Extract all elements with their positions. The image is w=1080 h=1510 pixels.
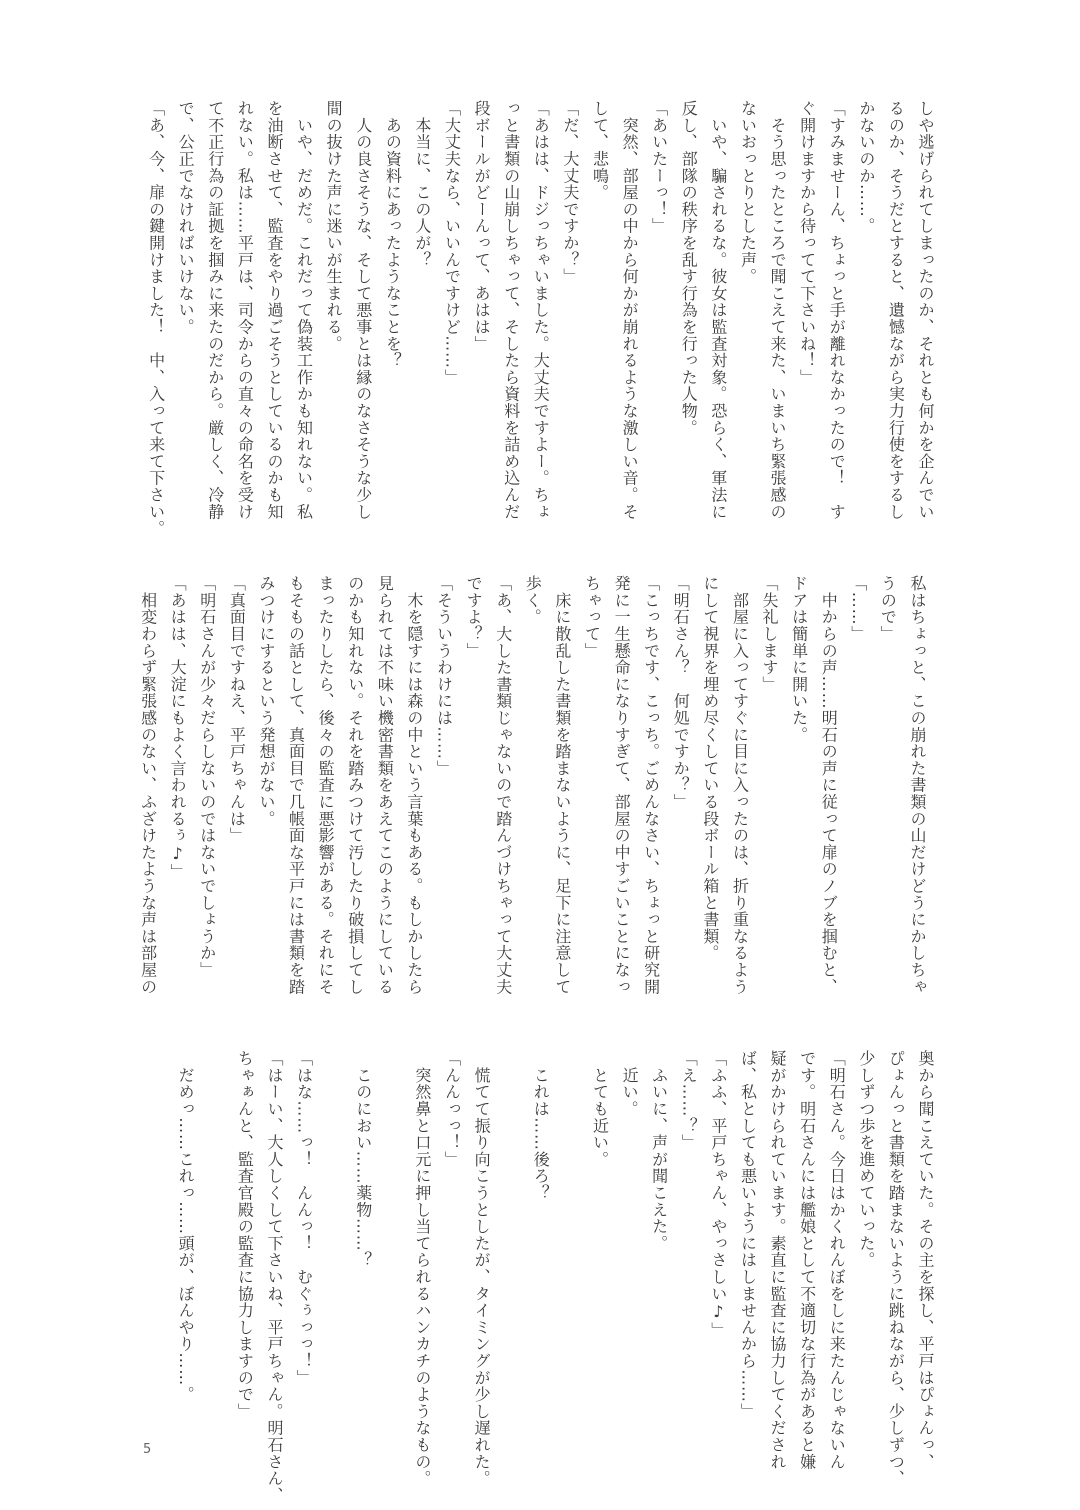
text-line: ちゃって」 xyxy=(582,575,602,659)
text-line: あの資料にあったようなことを？ xyxy=(383,100,403,369)
text-line: 歩く。 xyxy=(523,575,543,626)
text-line: です。明石さんには艦娘として不適切な行為があると嫌 xyxy=(797,1050,817,1470)
text-line: 「……」 xyxy=(848,575,868,643)
text-line: っと書類の山崩しちゃって、そしたら資料を詰め込んだ xyxy=(501,100,521,520)
text-line: ドアは簡単に開いた。 xyxy=(789,575,809,743)
text-line: 人の良さそうな、そして悪事とは縁のなさそうな少し xyxy=(353,100,373,520)
text-line: して、悲鳴。 xyxy=(590,100,610,201)
text-line: ぐ開けますから待ってて下さいね！」 xyxy=(797,100,817,386)
text-line: いや、だめだ。これだって偽装工作かも知れない。私 xyxy=(294,100,314,520)
text-line: 見られては不味い機密書類をあえてこのようにしている xyxy=(375,575,395,995)
text-block-middle xyxy=(133,575,932,1005)
text-line: そう思ったところで聞こえて来た、いまいち緊張感の xyxy=(768,100,788,520)
text-line: 中からの声……明石の声に従って扉のノブを掴むと、 xyxy=(819,575,839,995)
text-line: 「明石さんが少々だらしないのではないでしょうか」 xyxy=(197,575,217,979)
text-line: を油断させて、監査をやり過ごそうとしているのかも知 xyxy=(264,100,284,520)
text-line: これは……後ろ？ xyxy=(531,1050,551,1202)
text-line: いや、騙されるな。彼女は監査対象。恐らく、軍法に xyxy=(708,100,728,520)
page-number: 5 xyxy=(143,1442,152,1457)
text-line: ないおっとりとした声。 xyxy=(738,100,758,285)
text-line: 「明石さん。今日はかくれんぼをしに来たんじゃないん xyxy=(827,1050,847,1470)
text-line: 「だ、大丈夫ですか？」 xyxy=(560,100,580,285)
text-line: 相変わらず緊張感のない、ふざけたような声は部屋の xyxy=(138,575,158,995)
text-line: ぴょんっと書類を踏まないように跳ねながら、少しずつ、 xyxy=(886,1050,906,1487)
text-line: 「失礼します」 xyxy=(760,575,780,693)
text-line: 奥から聞こえていた。その主を探し、平戸はぴょんっ、 xyxy=(916,1050,935,1470)
text-line: だめっ……これっ……頭が、ぼんやり……。 xyxy=(176,1050,196,1403)
text-line: ちゃぁんと、監査官殿の監査に協力しますので」 xyxy=(235,1050,255,1420)
text-block-bottom xyxy=(171,1050,940,1504)
text-line: 疑がかけられています。素直に監査に協力してくだされ xyxy=(768,1050,788,1470)
text-line: もそもの話として、真面目で几帳面な平戸には書類を踏 xyxy=(286,575,306,995)
text-line: 「んんっっ！」 xyxy=(442,1050,462,1168)
text-line: 木を隠すには森の中という言葉もある。もしかしたら xyxy=(404,575,424,995)
text-line: 段ボールがどーんって、あはは」 xyxy=(472,100,492,352)
text-line: 慌てて振り向こうとしたが、タイミングが少し遅れた。 xyxy=(472,1050,492,1487)
text-line: 突然、部屋の中から何かが崩れるような激しい音。そ xyxy=(620,100,640,520)
text-line: で、公正でなければいけない。 xyxy=(176,100,196,336)
text-line: 私はちょっと、この崩れた書類の山だけどうにかしちゃ xyxy=(908,575,927,995)
text-line: れない。私は……平戸は、司令からの直々の命名を受け xyxy=(235,100,255,520)
text-line: ですよ？」 xyxy=(464,575,484,659)
text-line: ば、私としても悪いようにはしませんから……」 xyxy=(738,1050,758,1420)
text-line: 「真面目ですねえ、平戸ちゃんは」 xyxy=(227,575,247,844)
text-line: 間の抜けた声に迷いが生まれる。 xyxy=(324,100,344,352)
text-line: 近い。 xyxy=(620,1050,640,1118)
text-line: 「あ、今、扉の鍵開けました！ 中、入って来て下さい。 xyxy=(146,100,166,537)
text-line: かないのか……。 xyxy=(856,100,876,235)
text-line: 部屋に入ってすぐに目に入ったのは、折り重なるよう xyxy=(730,575,750,995)
text-line: 反し、部隊の秩序を乱す行為を行った人物。 xyxy=(679,100,699,436)
text-line: 「こっちです、こっち。ごめんなさい、ちょっと研究開 xyxy=(641,575,661,995)
text-line: 突然鼻と口元に押し当てられるハンカチのようなもの。 xyxy=(412,1050,432,1487)
text-line: 発に一生懸命になりすぎて、部屋の中すごいことになっ xyxy=(612,575,632,995)
text-line: うので」 xyxy=(878,575,898,643)
text-line: 床に散乱した書類を踏まないように、足下に注意して xyxy=(552,575,572,995)
text-line: 「すみませーん、ちょっと手が離れなかったので！ す xyxy=(827,100,847,520)
text-line: 本当に、この人が？ xyxy=(412,100,432,268)
text-line: 「あはは、ドジっちゃいました。大丈夫ですよー。ちょ xyxy=(531,100,551,520)
text-line: 「はーい、大人しくして下さいね、平戸ちゃん。明石さん、 xyxy=(264,1050,284,1504)
text-line: 「え……？」 xyxy=(679,1050,699,1151)
text-line: にして視界を埋め尽くしている段ボール箱と書類。 xyxy=(700,575,720,962)
text-line: 「あ、大した書類じゃないので踏んづけちゃって大丈夫 xyxy=(493,575,513,995)
text-line xyxy=(319,1050,349,1480)
text-line: 「大丈夫なら、いいんですけど……」 xyxy=(442,100,462,386)
text-line: まったりしたら、後々の監査に悪影響がある。それにそ xyxy=(316,575,336,995)
text-line: とても近い。 xyxy=(590,1050,610,1168)
text-line: 少しずつ歩を進めていった。 xyxy=(856,1050,876,1269)
text-line: 「そういうわけには……」 xyxy=(434,575,454,777)
text-line: 「明石さん？ 何処ですか？」 xyxy=(671,575,691,811)
text-line: 「ふふ、平戸ちゃん、やっさしい♪」 xyxy=(708,1050,728,1339)
text-line: 「はな……っ！ んんっ！ むぐぅっっ！」 xyxy=(294,1050,314,1386)
text-line: みつけにするという発想がない。 xyxy=(256,575,276,827)
text-line xyxy=(200,1050,230,1480)
text-line: のかも知れない。それを踏みつけて汚したり破損してし xyxy=(345,575,365,995)
text-line: このにおい……薬物……？ xyxy=(353,1050,373,1269)
text-line: 「あいたーっ！」 xyxy=(649,100,669,235)
text-line xyxy=(555,1050,585,1480)
text-line: 「あはは、大淀にもよく言われるぅ♪」 xyxy=(168,575,188,881)
text-line: るのか、そうだとすると、遺憾ながら実力行使をするし xyxy=(886,100,906,520)
text-line xyxy=(496,1050,526,1480)
text-line: ふいに、声が聞こえた。 xyxy=(649,1050,669,1252)
text-line: しや逃げられてしまったのか、それとも何かを企んでい xyxy=(916,100,935,520)
text-line xyxy=(378,1050,408,1480)
text-block-top xyxy=(141,100,940,537)
text-line: て不正行為の証拠を掴みに来たのだから。厳しく、冷静 xyxy=(205,100,225,520)
